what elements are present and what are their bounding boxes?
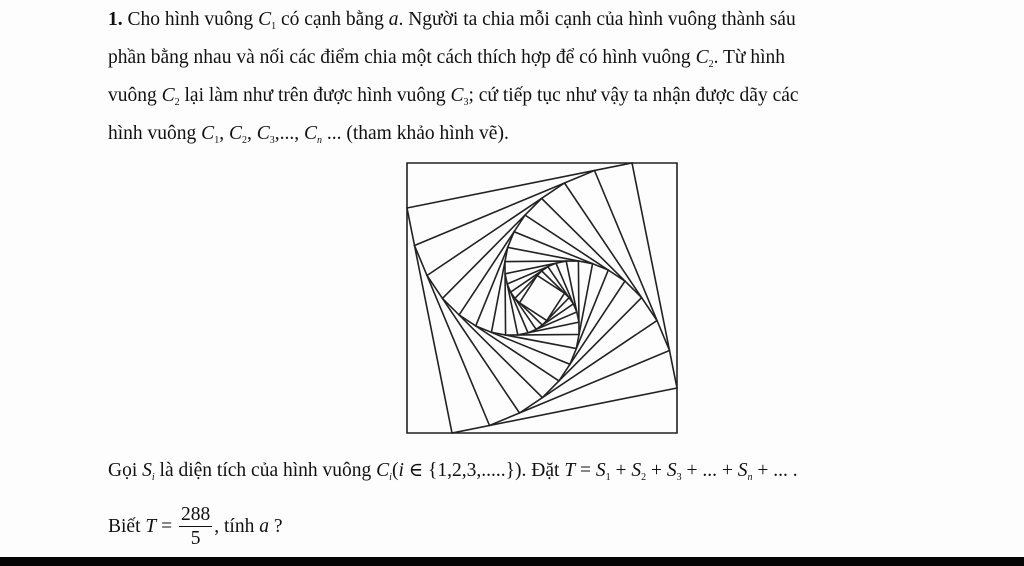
bottom-bar [0, 557, 1024, 566]
square-level-5 [442, 198, 641, 397]
square-level-7 [476, 232, 609, 365]
nested-squares-figure [406, 162, 678, 434]
square-level-8 [491, 247, 592, 348]
problem-line-3: vuông $C_2$ lại làm như trên được hình vuông $C_3$; cứ tiếp tục như vậy ta nhận được dãy các [108, 85, 799, 108]
problem-line-4: hình vuông $C_1$, $C_2$, $C_3$,..., $C_n$ ... (tham khảo hình vẽ). [108, 123, 509, 146]
nested-squares-svg [406, 162, 678, 434]
problem-line-2: phần bằng nhau và nối các điểm chia một cách thích hợp để có hình vuông $C_2$. Từ hình [108, 47, 785, 70]
problem-line-1: 1. Cho hình vuông $C_1$ có cạnh bằng a. Người ta chia mỗi cạnh của hình vuông thành sáu [108, 9, 796, 32]
square-level-4 [427, 183, 657, 413]
square-level-12 [511, 267, 574, 330]
square-level-6 [459, 215, 625, 381]
square-level-1 [407, 163, 677, 433]
fraction-288-5: $\frac{288}{5}$ [180, 504, 211, 550]
square-level-11 [507, 263, 577, 333]
problem-line-6: Biết T = $\frac{288}{5}$ , tính a ? [108, 504, 283, 550]
problem-line-5: Gọi $S_i$ là diện tích của hình vuông $C_i(i$ ∈ {1,2,3,.....}). Đặt $T = S_1 + S_2 + S_3$ + ... + $S_n$ + ... . [108, 460, 798, 483]
square-level-2 [407, 163, 677, 433]
square-level-3 [415, 171, 670, 426]
